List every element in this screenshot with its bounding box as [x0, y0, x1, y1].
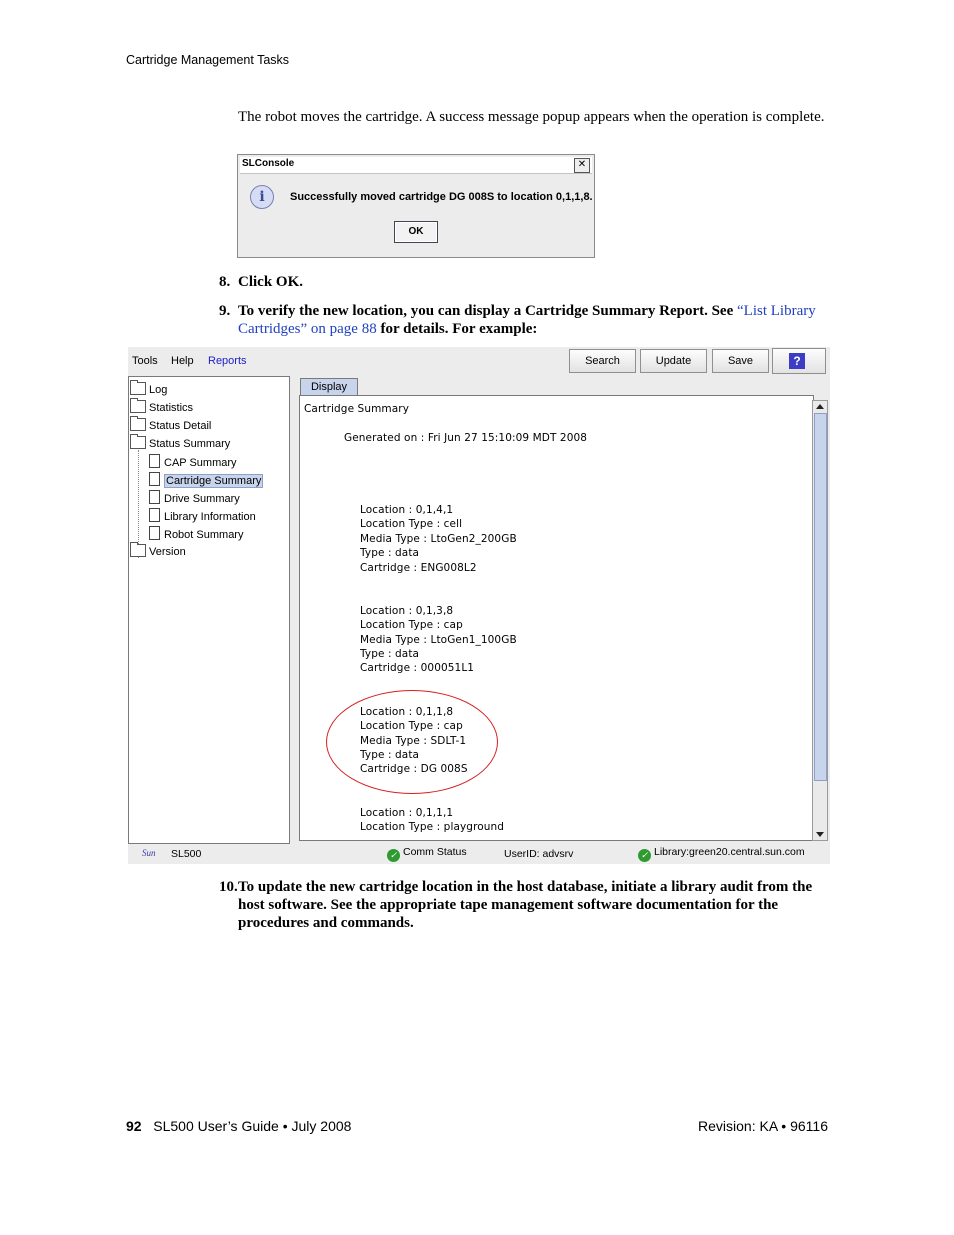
revision: Revision: KA — [698, 1118, 778, 1134]
step-9-text-after: for details. For example: — [376, 321, 538, 337]
sl-console-window — [128, 347, 830, 864]
record-1-line: Media Type : LtoGen2_200GB — [360, 533, 517, 545]
record-3-line: Location Type : cap — [360, 720, 463, 732]
step-9-text-before: To verify the new location, you can display a Cartridge Summary Report. See — [238, 303, 737, 319]
step-10-number: 10. — [219, 879, 238, 895]
scroll-down-icon[interactable] — [816, 832, 824, 837]
step-9-number: 9. — [219, 303, 231, 319]
scroll-up-icon[interactable] — [816, 404, 824, 409]
page-number: 92 — [126, 1118, 142, 1134]
tree-item-robot-summary[interactable] — [149, 526, 243, 541]
product-name: SL500 — [171, 848, 202, 860]
step-8-number: 8. — [219, 274, 231, 290]
tree-item-status-summary[interactable] — [130, 436, 230, 450]
record-1-line: Type : data — [360, 547, 420, 559]
tree-item-label: Statistics — [149, 402, 194, 414]
step-9-text — [238, 302, 828, 338]
record-2-line: Media Type : LtoGen1_100GB — [360, 634, 517, 646]
intro-paragraph: The robot moves the cartridge. A success message popup appears when the operation is complete. — [238, 109, 825, 125]
record-4-line: Location : 0,1,1,1 — [360, 807, 454, 819]
tree-item-log[interactable] — [130, 382, 167, 396]
record-2-line: Cartridge : 000051L1 — [360, 662, 475, 674]
tree-item-cartridge-summary[interactable] — [149, 472, 263, 487]
tree-connector — [138, 450, 140, 558]
record-2-line: Location : 0,1,3,8 — [360, 605, 454, 617]
footer-bullet: • — [781, 1118, 787, 1134]
sun-logo: Sun — [142, 848, 156, 858]
vertical-scrollbar[interactable] — [812, 400, 828, 841]
tree-item-statistics[interactable] — [130, 400, 193, 414]
library-status-label: Library:green20.central.sun.com — [654, 846, 805, 858]
record-2-line: Location Type : cap — [360, 619, 463, 631]
status-bar — [128, 845, 830, 864]
comm-status-label: Comm Status — [403, 846, 467, 858]
step-10-text: To update the new cartridge location in the host database, initiate a library audit from the host software. See the appropriate tape management software documentation for the procedures and commands. — [238, 879, 813, 931]
tab-display[interactable]: Display — [300, 378, 358, 396]
guide-title: SL500 User’s Guide — [153, 1118, 279, 1134]
tree-item-label: CAP Summary — [164, 457, 237, 469]
document-icon — [149, 526, 160, 540]
tree-item-label: Drive Summary — [164, 493, 240, 505]
document-icon — [149, 472, 160, 486]
ok-button[interactable]: OK — [394, 221, 438, 243]
tree-item-status-detail[interactable] — [130, 418, 211, 432]
record-2-line: Type : data — [360, 648, 420, 660]
folder-icon — [130, 436, 146, 449]
tree-item-label: Log — [149, 384, 168, 396]
tree-item-library-information[interactable] — [149, 508, 256, 523]
report-generated: Generated on : Fri Jun 27 15:10:09 MDT 2008 — [344, 432, 588, 444]
record-3-line: Location : 0,1,1,8 — [360, 706, 454, 718]
footer-left — [126, 1118, 351, 1134]
guide-date: July 2008 — [291, 1118, 352, 1134]
folder-icon — [130, 400, 146, 413]
search-button[interactable]: Search — [569, 349, 636, 373]
tree-item-label: Version — [149, 546, 186, 558]
folder-icon — [130, 544, 146, 557]
running-head: Cartridge Management Tasks — [126, 53, 290, 67]
comm-status — [387, 846, 467, 862]
check-icon: ✓ — [638, 849, 651, 862]
part-number: 96116 — [790, 1118, 828, 1134]
tree-item-label: Status Detail — [149, 420, 212, 432]
folder-icon — [130, 418, 146, 431]
tree-item-label: Cartridge Summary — [166, 475, 262, 487]
document-icon — [149, 490, 160, 504]
folder-icon — [130, 382, 146, 395]
tree-item-version[interactable] — [130, 544, 186, 558]
footer-right — [698, 1118, 828, 1134]
scrollbar-thumb[interactable] — [814, 413, 827, 781]
document-icon — [149, 454, 160, 468]
tree-item-cap-summary[interactable] — [149, 454, 237, 469]
update-button[interactable]: Update — [640, 349, 707, 373]
close-icon[interactable]: ✕ — [574, 158, 590, 173]
save-button[interactable]: Save — [712, 349, 769, 373]
tree-item-drive-summary[interactable] — [149, 490, 240, 505]
tree-item-label: Library Information — [164, 511, 256, 523]
menu-reports[interactable]: Reports — [208, 355, 247, 367]
record-3-line: Type : data — [360, 749, 420, 761]
record-3-line: Cartridge : DG 008S — [360, 763, 468, 775]
help-button[interactable] — [772, 348, 826, 374]
record-4-line: Location Type : playground — [360, 821, 505, 833]
report-tree — [128, 376, 290, 844]
dialog-title: SLConsole — [242, 158, 295, 169]
list-library-cartridges-link[interactable]: “List Library Cartridges” on page 88 — [238, 303, 816, 337]
step-8-text: Click OK. — [238, 274, 304, 290]
question-icon: ? — [789, 353, 805, 369]
footer-bullet: • — [282, 1118, 288, 1134]
tree-item-label: Status Summary — [149, 438, 231, 450]
report-title: Cartridge Summary — [304, 403, 410, 415]
menu-tools[interactable]: Tools — [132, 355, 158, 367]
dialog-message: Successfully moved cartridge DG 008S to location 0,1,1,8. — [290, 191, 593, 203]
library-status — [638, 846, 805, 862]
highlight-ellipse — [326, 690, 498, 794]
success-dialog — [237, 154, 595, 258]
record-1-line: Cartridge : ENG008L2 — [360, 562, 477, 574]
check-icon: ✓ — [387, 849, 400, 862]
dialog-title-bar — [240, 157, 592, 174]
record-1-line: Location Type : cell — [360, 518, 463, 530]
record-1-line: Location : 0,1,4,1 — [360, 504, 454, 516]
info-icon: i — [250, 185, 274, 209]
record-3-line: Media Type : SDLT-1 — [360, 735, 467, 747]
tree-item-label: Robot Summary — [164, 529, 244, 541]
user-id: UserID: advsrv — [504, 848, 574, 860]
menu-help[interactable]: Help — [171, 355, 194, 367]
document-icon — [149, 508, 160, 522]
